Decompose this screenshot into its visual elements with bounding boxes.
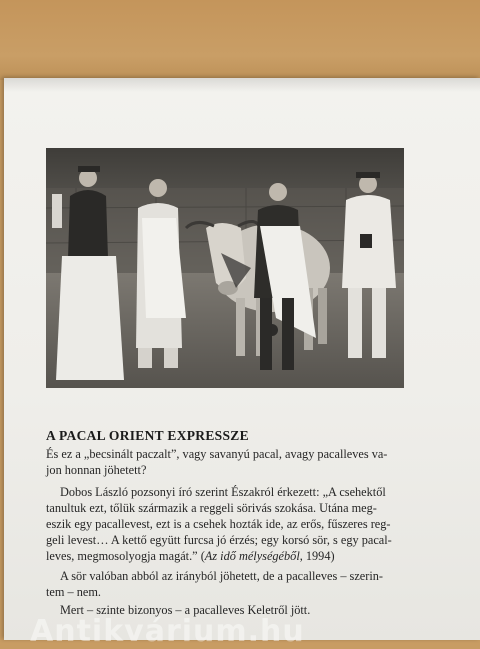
body-line-6: geli levest… A kettő együtt furcsa jó érzés; egy korsó sör, s egy pacal- [46, 533, 392, 547]
archival-photograph [46, 148, 404, 388]
book-title: Az idő mélységéből [204, 549, 300, 563]
body-line-3: Dobos László pozsonyi író szerint Északról érkezett: „A csehektől [60, 485, 386, 499]
section-heading: A PACAL ORIENT EXPRESSZE [46, 428, 249, 443]
body-line-7-end: , 1994) [299, 549, 335, 563]
body-line-8: A sör valóban abból az irányból jöhetett, de a pacalleves – szerin- [60, 569, 384, 583]
body-line-5: eszik egy pacallevest, ezt is a csehek hozták ide, az erős, fűszeres reg- [46, 517, 391, 531]
body-line-9: tem – nem. [46, 585, 101, 599]
body-line-4: tanultuk ezt, tőlük származik a reggeli sörivás szokása. Utána meg- [46, 501, 377, 515]
page-shadow [4, 78, 480, 92]
body-line-1: És ez a „becsinált paczalt”, vagy savanyú pacal, avagy pacalleves va- [46, 447, 388, 461]
body-line-10: Mert – szinte bizonyos – a pacalleves Keletről jött. [60, 603, 311, 617]
body-line-2: jon honnan jöhetett? [46, 463, 147, 477]
body-line-7 [46, 548, 335, 564]
watermark-text: Antikvárium.hu [30, 614, 305, 649]
body-line-7-start: leves, megmosolyogja magát.” ( [46, 549, 205, 563]
table-background [0, 0, 480, 80]
